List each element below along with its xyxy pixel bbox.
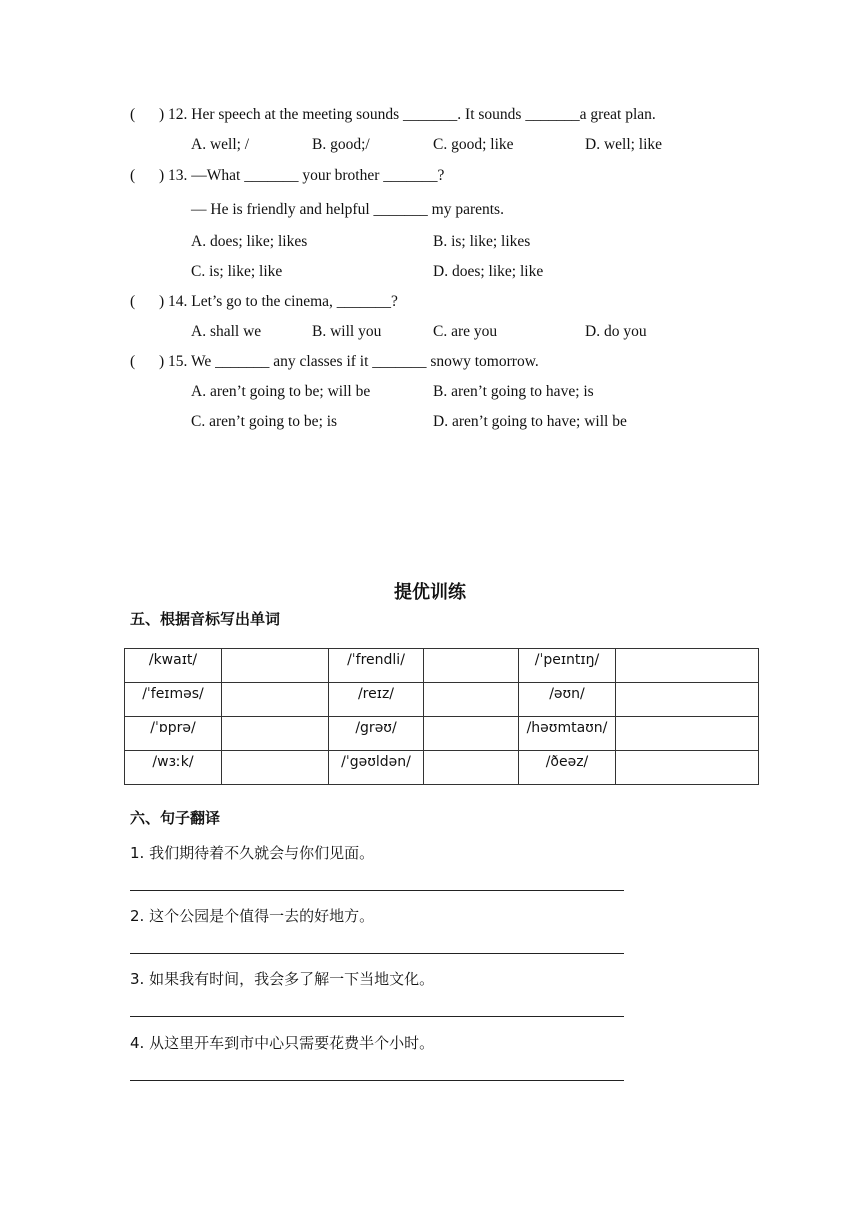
translation-item: 4. 从这里开车到市中心只需要花费半个小时。 — [130, 1034, 435, 1052]
translation-item: 2. 这个公园是个值得一去的好地方。 — [130, 907, 375, 925]
answer-cell[interactable] — [222, 649, 329, 683]
answer-line[interactable] — [130, 1080, 624, 1081]
answer-cell[interactable] — [424, 717, 519, 751]
section-title: 提优训练 — [394, 582, 466, 603]
answer-cell[interactable] — [222, 751, 329, 785]
answer-cell[interactable] — [424, 649, 519, 683]
phonetic-cell: /wɜːk/ — [125, 751, 222, 785]
q12-option-d[interactable]: D. well; like — [585, 136, 663, 153]
question-13-stem-reply: — He is friendly and helpful _______ my parents. — [191, 201, 504, 218]
phonetic-row — [125, 683, 759, 717]
q15-option-a[interactable]: A. aren’t going to be; will be — [191, 383, 371, 400]
question-15-stem: ) 15. We _______ any classes if it _______ snowy tomorrow. — [159, 353, 539, 370]
q12-option-a[interactable]: A. well; / — [191, 136, 250, 153]
phonetic-cell: /ˈfeɪməs/ — [125, 683, 222, 717]
translation-item: 1. 我们期待着不久就会与你们见面。 — [130, 844, 375, 862]
q15-option-b[interactable]: B. aren’t going to have; is — [433, 383, 594, 400]
phonetic-cell: /ˈɒprə/ — [125, 717, 222, 751]
answer-line[interactable] — [130, 1016, 624, 1017]
question-13-stem: ) 13. —What _______ your brother _______? — [159, 167, 445, 184]
answer-cell[interactable] — [616, 751, 759, 785]
phonetic-row — [125, 751, 759, 785]
answer-paren[interactable]: ( — [130, 293, 136, 310]
phonetic-cell: /həʊmtaʊn/ — [519, 717, 616, 751]
q12-option-b[interactable]: B. good;/ — [312, 136, 370, 153]
phonetic-cell: /əʊn/ — [519, 683, 616, 717]
q13-option-b[interactable]: B. is; like; likes — [433, 233, 531, 250]
answer-cell[interactable] — [424, 683, 519, 717]
phonetic-row — [125, 717, 759, 751]
answer-paren[interactable]: ( — [130, 106, 136, 123]
q13-option-c[interactable]: C. is; like; like — [191, 263, 283, 280]
question-12-stem: ) 12. Her speech at the meeting sounds _______. It sounds _______a great plan. — [159, 106, 656, 123]
answer-line[interactable] — [130, 890, 624, 891]
q15-option-c[interactable]: C. aren’t going to be; is — [191, 413, 338, 430]
phonetic-cell: /ˈfrendli/ — [329, 649, 424, 683]
section6-heading: 六、句子翻译 — [130, 809, 221, 827]
answer-cell[interactable] — [616, 649, 759, 683]
phonetic-cell: /ðeəz/ — [519, 751, 616, 785]
q15-option-d[interactable]: D. aren’t going to have; will be — [433, 413, 627, 430]
answer-cell[interactable] — [616, 717, 759, 751]
answer-paren[interactable]: ( — [130, 353, 136, 370]
phonetic-cell: /grəʊ/ — [329, 717, 424, 751]
q12-option-c[interactable]: C. good; like — [433, 136, 514, 153]
section5-heading: 五、根据音标写出单词 — [130, 610, 281, 628]
q14-option-c[interactable]: C. are you — [433, 323, 498, 340]
question-14-stem: ) 14. Let’s go to the cinema, _______? — [159, 293, 398, 310]
q14-option-d[interactable]: D. do you — [585, 323, 647, 340]
phonetic-cell: /reɪz/ — [329, 683, 424, 717]
phonetic-table — [124, 648, 759, 785]
answer-line[interactable] — [130, 953, 624, 954]
answer-cell[interactable] — [424, 751, 519, 785]
phonetic-row — [125, 649, 759, 683]
phonetic-cell: /ˈpeɪntɪŋ/ — [519, 649, 616, 683]
q14-option-a[interactable]: A. shall we — [191, 323, 262, 340]
answer-cell[interactable] — [222, 717, 329, 751]
answer-cell[interactable] — [222, 683, 329, 717]
q13-option-a[interactable]: A. does; like; likes — [191, 233, 308, 250]
q13-option-d[interactable]: D. does; like; like — [433, 263, 544, 280]
answer-cell[interactable] — [616, 683, 759, 717]
translation-item: 3. 如果我有时间，我会多了解一下当地文化。 — [130, 970, 435, 988]
q14-option-b[interactable]: B. will you — [312, 323, 382, 340]
answer-paren[interactable]: ( — [130, 167, 136, 184]
phonetic-cell: /ˈgəʊldən/ — [329, 751, 424, 785]
phonetic-cell: /kwaɪt/ — [125, 649, 222, 683]
